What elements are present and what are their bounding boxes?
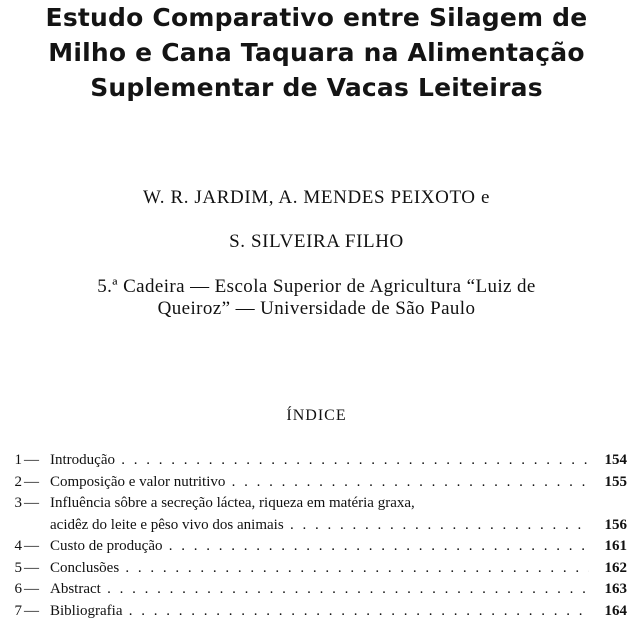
- toc-entry-title: Introdução . . .: [50, 450, 589, 472]
- toc-entry-number: 2: [14, 473, 22, 490]
- toc-entry-title-continued: acidêz do leite e pêso vivo dos animais . . .: [50, 515, 589, 537]
- authors-line-2: S. SILVEIRA FILHO: [229, 231, 404, 252]
- toc-entry: [0, 472, 633, 494]
- article-title: [0, 0, 633, 105]
- toc-entry-number: 1: [14, 452, 22, 468]
- toc-entry: [0, 493, 633, 515]
- toc-entry-continuation: [0, 515, 633, 537]
- toc-entry-dash: —: [24, 581, 39, 597]
- toc-entry-dash: —: [24, 538, 39, 554]
- toc-entry-number: 6: [14, 581, 22, 597]
- toc-entry-title: Bibliografia . . .: [50, 601, 589, 623]
- toc-entry: [0, 601, 633, 623]
- title-line-1: Estudo Comparativo entre Silagem de: [45, 3, 588, 32]
- toc-entry-page: 155: [604, 473, 627, 490]
- authors-line-1: W. R. JARDIM, A. MENDES PEIXOTO e: [142, 187, 491, 208]
- toc-entry-number: 5: [14, 559, 22, 576]
- toc-entry-title: Composição e valor nutritivo . . .: [50, 472, 589, 494]
- affiliation-line-1: 5.ª Cadeira — Escola Superior de Agricultura “Luiz de: [97, 276, 536, 297]
- toc-entry-dash: —: [24, 452, 39, 468]
- toc-entry-dash: —: [24, 602, 39, 619]
- title-line-3: Suplementar de Vacas Leiteiras: [90, 73, 543, 102]
- toc-entry-title: Abstract . . .: [50, 579, 589, 601]
- toc-entry-number: 3: [14, 495, 22, 511]
- toc-entry-dash: —: [24, 559, 39, 576]
- affiliation-line-2: Queiroz” — Universidade de São Paulo: [157, 298, 476, 319]
- toc-entry-page: 162: [604, 559, 627, 576]
- toc-entry-number: 7: [14, 602, 22, 619]
- table-of-contents: [0, 450, 633, 622]
- toc-entry-title: Custo de produção . . .: [50, 536, 589, 558]
- toc-entry-page: 154: [604, 452, 627, 468]
- toc-entry: [0, 558, 633, 580]
- toc-entry: [0, 536, 633, 558]
- toc-entry-number: 4: [14, 538, 22, 554]
- toc-entry-dash: —: [24, 495, 39, 511]
- toc-entry-dash: —: [24, 473, 39, 490]
- toc-entry: [0, 450, 633, 472]
- toc-entry-page: 161: [604, 538, 627, 554]
- index-heading: ÍNDICE: [286, 407, 347, 424]
- toc-entry: [0, 579, 633, 601]
- toc-entry-title: Influência sôbre a secreção láctea, riqueza em matéria graxa,: [50, 495, 415, 511]
- toc-entry-title: Conclusões . . .: [50, 558, 589, 580]
- title-line-2: Milho e Cana Taquara na Alimentação: [48, 38, 585, 67]
- toc-entry-page: 163: [604, 581, 627, 597]
- toc-entry-page: 156: [604, 516, 627, 533]
- toc-entry-page: 164: [604, 602, 627, 619]
